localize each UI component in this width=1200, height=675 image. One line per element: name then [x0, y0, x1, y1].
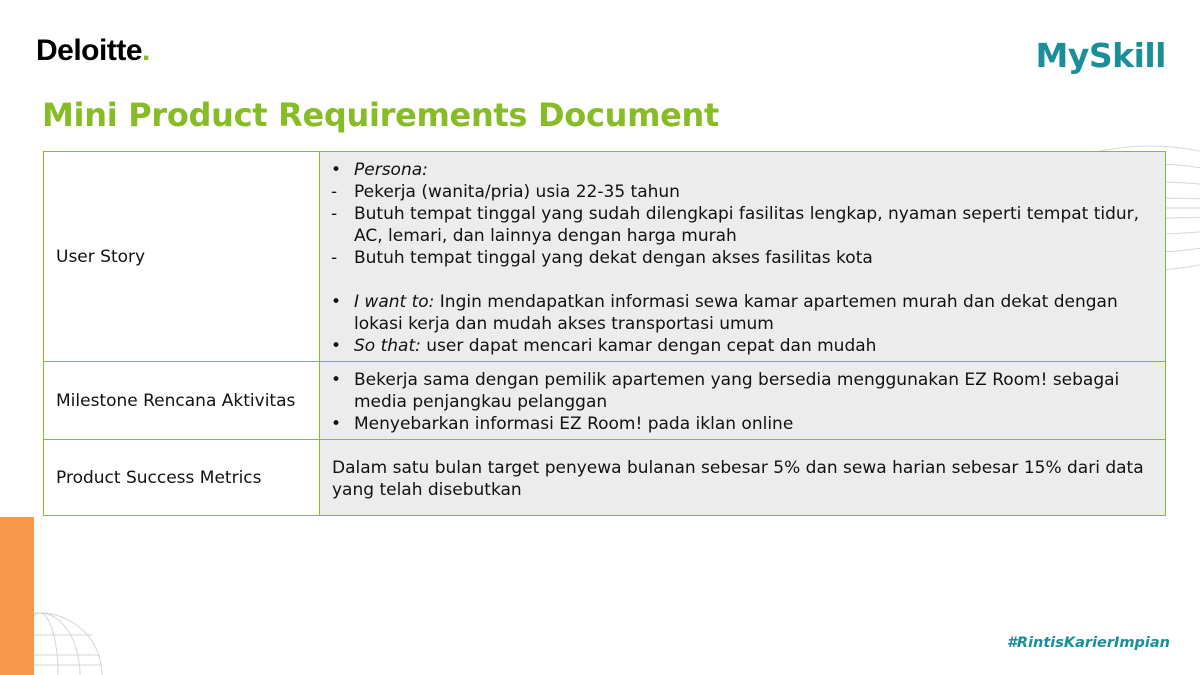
- dash-icon: -: [331, 247, 338, 268]
- user-story-content: [320, 152, 1166, 362]
- user-story-label: User Story: [44, 152, 320, 362]
- persona-item: Pekerja (wanita/pria) usia 22-35 tahun: [354, 181, 680, 202]
- requirements-table: [43, 151, 1166, 516]
- bullet-icon: •: [331, 291, 342, 312]
- milestone-item: Menyebarkan informasi EZ Room! pada iklan online: [354, 413, 794, 434]
- bullet-icon: •: [331, 159, 342, 180]
- dash-icon: -: [331, 203, 338, 224]
- persona-line: [330, 159, 1157, 181]
- persona-item: Butuh tempat tinggal yang sudah dilengkapi fasilitas lengkap, nyaman seperti tempat tidur, AC, lemari, dan lainnya dengan harga murah: [354, 203, 1140, 246]
- bullet-icon: •: [331, 335, 342, 356]
- metrics-text: Dalam satu bulan target penyewa bulanan sebesar 5% dan sewa harian sebesar 15% dari data yang telah disebutkan: [332, 457, 1144, 500]
- persona-item: Butuh tempat tinggal yang dekat dengan akses fasilitas kota: [354, 247, 873, 268]
- table-row-milestone: [44, 362, 1166, 440]
- list-item: [330, 181, 1157, 203]
- table-row-user-story: [44, 152, 1166, 362]
- so-that-label: So that:: [354, 335, 421, 356]
- table-row-metrics: [44, 440, 1166, 516]
- milestone-content: [320, 362, 1166, 440]
- list-item: [330, 203, 1157, 247]
- deloitte-logo: [36, 34, 150, 68]
- bullet-icon: •: [331, 413, 342, 434]
- list-item: [330, 413, 1157, 435]
- milestone-item: Bekerja sama dengan pemilik apartemen yang bersedia menggunakan EZ Room! sebagai media penjangkau pelanggan: [354, 369, 1120, 412]
- deloitte-logo-dot: .: [142, 34, 150, 67]
- list-item: [330, 247, 1157, 269]
- persona-label: Persona:: [354, 159, 428, 180]
- bullet-icon: •: [331, 369, 342, 390]
- so-that-line: [330, 335, 1157, 357]
- metrics-label: Product Success Metrics: [44, 440, 320, 516]
- orange-accent-bar: [0, 517, 34, 675]
- page-title: Mini Product Requirements Document: [42, 96, 720, 134]
- hashtag: #RintisKarierImpian: [1006, 635, 1170, 651]
- so-that-text: user dapat mencari kamar dengan cepat dan mudah: [420, 335, 877, 356]
- dash-icon: -: [331, 181, 338, 202]
- deloitte-logo-text: Deloitte: [36, 34, 143, 67]
- want-line: [330, 291, 1157, 335]
- list-item: [330, 369, 1157, 413]
- myskill-logo: MySkill: [1035, 36, 1166, 75]
- metrics-content: [320, 440, 1166, 516]
- want-label: I want to:: [354, 291, 435, 312]
- want-text: Ingin mendapatkan informasi sewa kamar apartemen murah dan dekat dengan lokasi kerja dan mudah akses transportasi umum: [354, 291, 1118, 334]
- milestone-label: Milestone Rencana Aktivitas: [44, 362, 320, 440]
